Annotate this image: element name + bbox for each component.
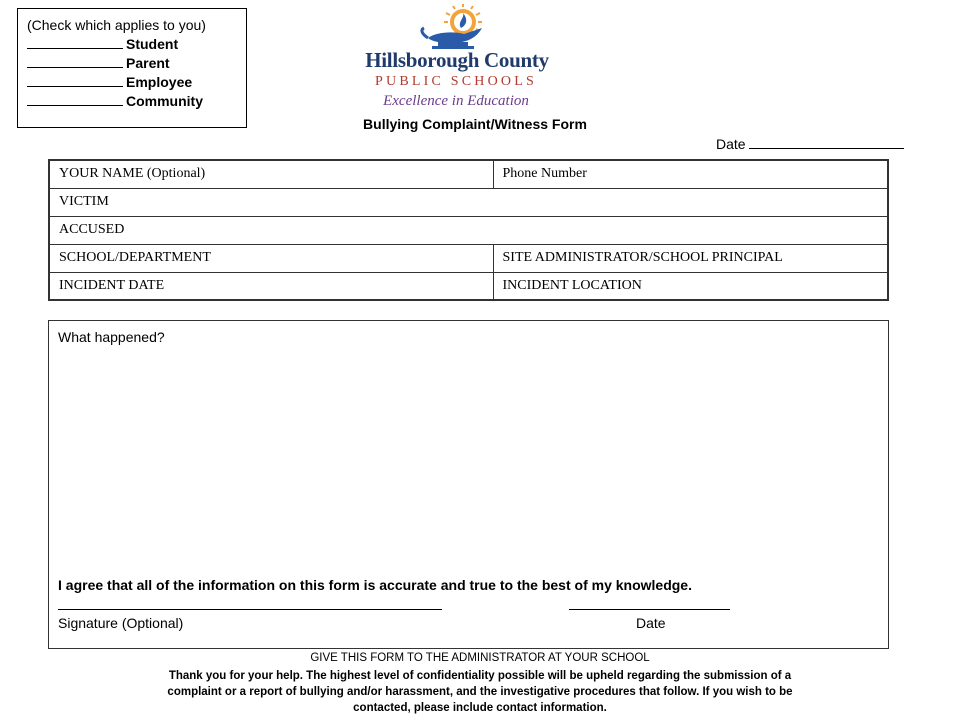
form-title: Bullying Complaint/Witness Form — [363, 116, 587, 132]
logo-public-schools: PUBLIC SCHOOLS — [375, 74, 537, 89]
date-line[interactable] — [749, 135, 904, 149]
incident-location-field[interactable]: INCIDENT LOCATION — [493, 272, 888, 300]
logo-tagline: Excellence in Education — [383, 93, 529, 109]
site-administrator-field[interactable]: SITE ADMINISTRATOR/SCHOOL PRINCIPAL — [493, 244, 888, 272]
option-employee[interactable]: Employee — [27, 73, 246, 92]
incident-date-field[interactable]: INCIDENT DATE — [49, 272, 493, 300]
school-department-field[interactable]: SCHOOL/DEPARTMENT — [49, 244, 493, 272]
signature-label: Signature (Optional) — [58, 615, 184, 631]
applies-to-prompt: (Check which applies to you) — [27, 17, 206, 33]
checkbox-line[interactable] — [27, 92, 123, 106]
agreement-statement: I agree that all of the information on this form is accurate and true to the best of my knowledge. — [58, 577, 692, 593]
form-date-field[interactable]: Date — [716, 135, 904, 152]
option-community[interactable]: Community — [27, 92, 246, 111]
checkbox-line[interactable] — [27, 54, 123, 68]
signature-date-line[interactable] — [569, 609, 730, 610]
applies-to-panel — [17, 8, 247, 128]
district-logo — [358, 4, 554, 114]
signature-line[interactable] — [58, 609, 442, 610]
submit-instruction: GIVE THIS FORM TO THE ADMINISTRATOR AT YOUR SCHOOL — [310, 652, 650, 664]
lamp-of-learning-icon — [358, 4, 554, 52]
checkbox-line[interactable] — [27, 35, 123, 49]
option-parent[interactable]: Parent — [27, 54, 246, 73]
option-student[interactable]: Student — [27, 35, 246, 54]
checkbox-line[interactable] — [27, 73, 123, 87]
what-happened-box[interactable] — [48, 320, 889, 649]
victim-field[interactable]: VICTIM — [49, 188, 888, 216]
accused-field[interactable]: ACCUSED — [49, 216, 888, 244]
signature-date-label: Date — [636, 615, 666, 631]
logo-district-name: Hillsborough County — [365, 48, 549, 72]
complaint-info-table — [48, 159, 889, 301]
your-name-field[interactable]: YOUR NAME (Optional) — [49, 160, 493, 188]
what-happened-label: What happened? — [58, 329, 165, 345]
phone-number-field[interactable]: Phone Number — [493, 160, 888, 188]
confidentiality-note: Thank you for your help. The highest level of confidentiality possible will be upheld regarding the submission of a complaint or a report of bullying and/or harassment, and the investigative procedures that follow. If you wish to be contacted, please include contact information. — [167, 670, 793, 714]
